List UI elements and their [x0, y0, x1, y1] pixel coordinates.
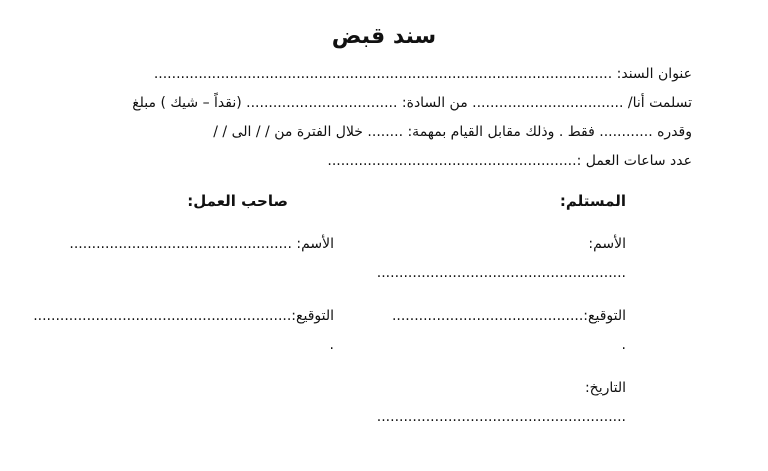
work-hours-line: عدد ساعات العمل :........................................................ — [327, 153, 692, 169]
receiver-heading: المستلم: — [559, 192, 626, 210]
employer-name-line: الأسم: .................................................. — [69, 236, 334, 252]
receiver-name-label: الأسم: — [588, 236, 626, 252]
document-title: سند قبض — [331, 24, 437, 49]
receiver-signature-line: التوقيع:........................................... — [391, 308, 626, 324]
receiver-date-label: التاريخ: — [584, 380, 626, 396]
receiver-signature-tail: . — [621, 337, 626, 353]
received-from-line: تسلمت أنا/ .................................. من السادة: .................................. (نقداً – شيك ) مبلغ — [132, 95, 692, 111]
receiver-date-dots: ........................................................ — [376, 409, 626, 425]
employer-signature-line: التوقيع:.......................................................... — [33, 308, 334, 324]
voucher-address-line: عنوان السند: ....................................................................................................... — [153, 66, 692, 82]
amount-period-line: وقدره ............ فقط . وذلك مقابل القيام بمهمة: ........ خلال الفترة من / / الى / / — [213, 124, 692, 140]
receiver-name-dots: ........................................................ — [376, 265, 626, 281]
employer-signature-tail: . — [329, 337, 334, 353]
employer-heading: صاحب العمل: — [187, 192, 288, 210]
